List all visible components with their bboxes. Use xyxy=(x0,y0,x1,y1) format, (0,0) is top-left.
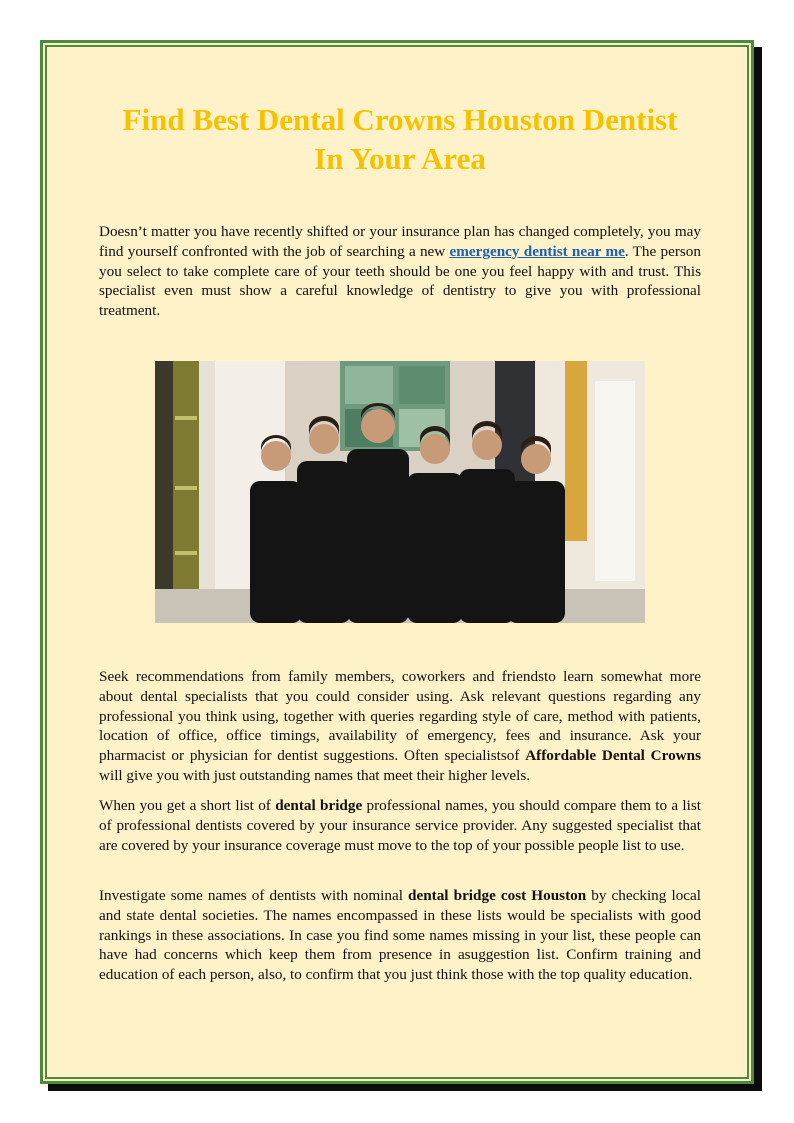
paragraph-text: professional names, you should compare them to a list of professional dentists covered by your insurance service provider. Any suggested specialist that are covered by your insurance coverage must move to the top of your possible people list to use. xyxy=(99,797,701,854)
paragraph-text: . The person you select to take complete care of your teeth should be one you feel happy with and trust. This specialist even must show a careful knowledge of dentistry to give you with professional treatment. xyxy=(99,242,701,320)
paragraph-text: Doesn’t matter you have recently shifted or your insurance plan has changed completely, you may find yourself confronted with the job of searching a new xyxy=(99,223,701,260)
bold-keyword: dental bridge cost Houston xyxy=(408,887,587,904)
title-line-2: In Your Area xyxy=(314,141,486,176)
bold-keyword: Affordable Dental Crowns xyxy=(525,747,702,765)
document-page xyxy=(40,40,754,1084)
paragraph-recommendations xyxy=(99,667,701,786)
bold-keyword: dental bridge xyxy=(275,797,363,814)
title-line-1: Find Best Dental Crowns Houston Dentist xyxy=(122,102,678,137)
paragraph-text: will give you with just outstanding names that meet their higher levels. xyxy=(99,766,531,784)
paragraph-short-list xyxy=(99,796,701,855)
paragraph-text: Investigate some names of dentists with nominal xyxy=(99,887,409,904)
paragraph-intro xyxy=(99,222,701,321)
paragraph-investigate xyxy=(99,886,701,985)
page-title xyxy=(43,100,757,178)
paragraph-text: by checking local and state dental societies. The names encompassed in these lists would be specialists with good rankings in these associations. In case you find some names missing in your list, these people can have had concerns which keep them from presence in asuggestion list. Confirm training and education of each person, also, to confirm that you just think those with the top quality education. xyxy=(99,887,701,984)
emergency-dentist-link[interactable]: emergency dentist near me xyxy=(449,242,625,260)
paragraph-text: When you get a short list of xyxy=(99,797,276,814)
paragraph-text: Seek recommendations from family members, coworkers and friendsto learn somewhat more about dental specialists that you could consider using. Ask relevant questions regarding any professional you think using, together with queries regarding style of care, method with patients, location of office, office timings, availability of emergency, fees and insurance. Ask your pharmacist or physician for dentist suggestions. Often specialistsof xyxy=(99,668,701,765)
dental-team-photo xyxy=(155,361,645,623)
